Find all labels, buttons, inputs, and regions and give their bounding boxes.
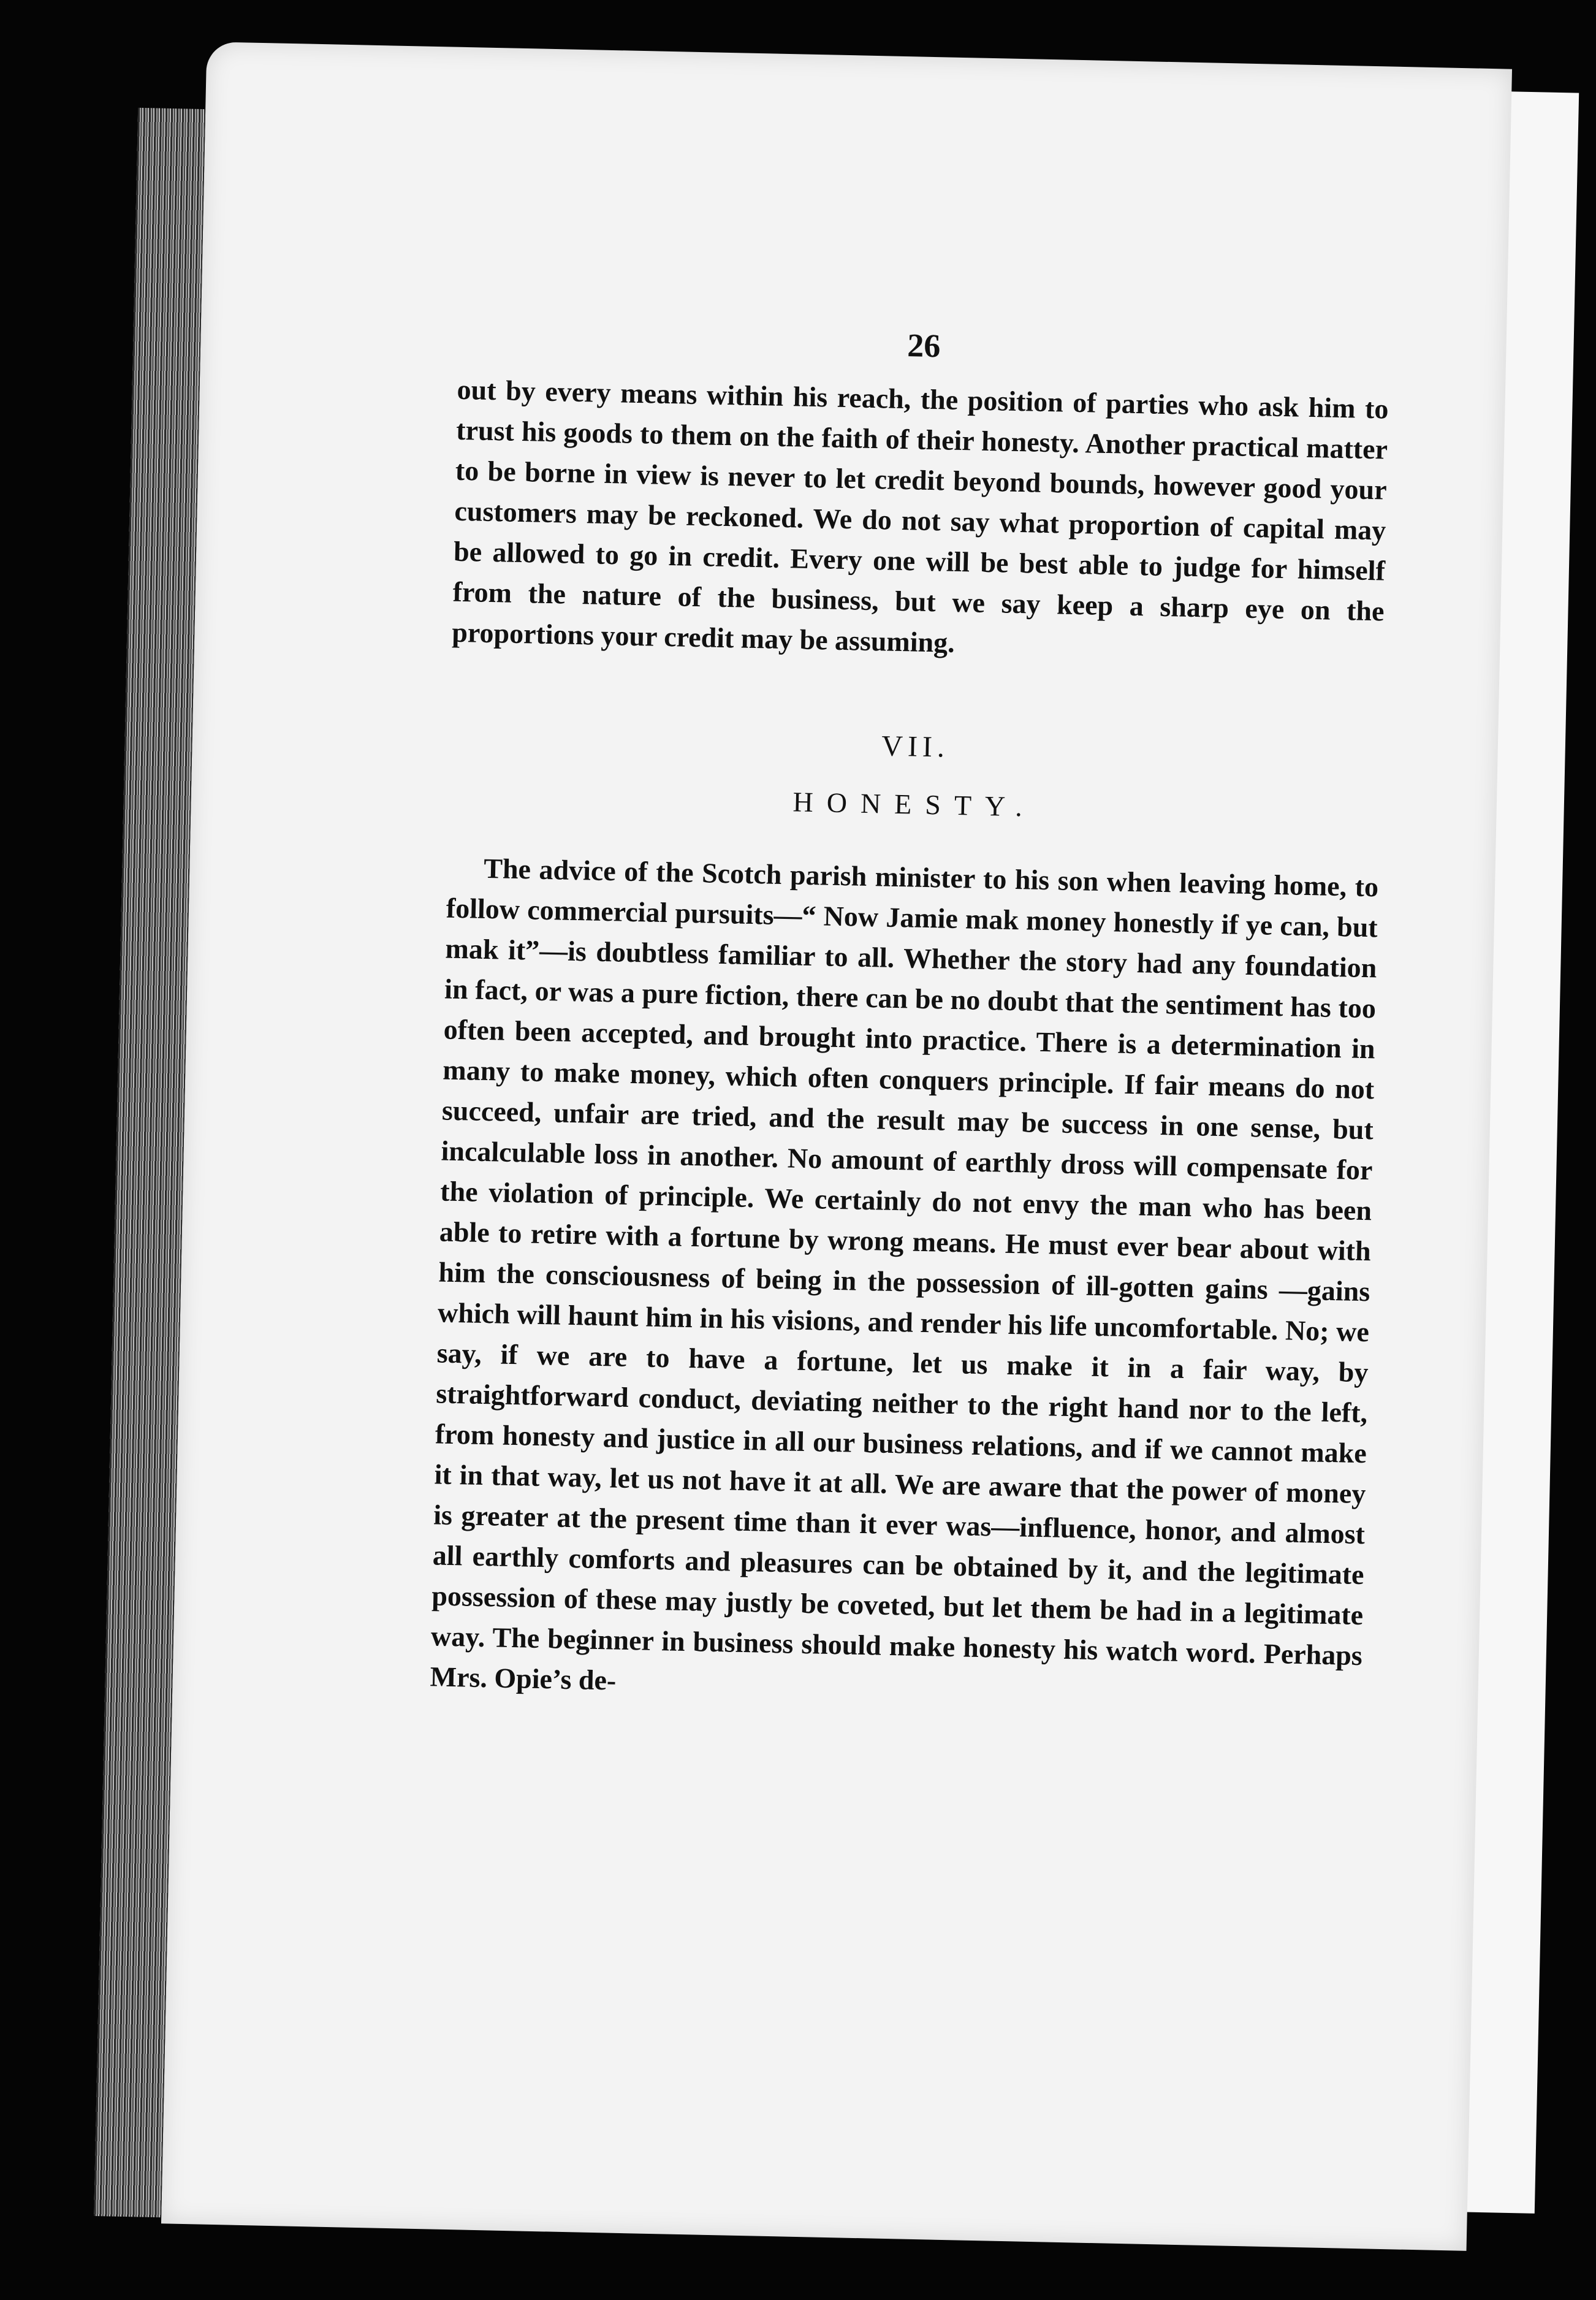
section-title: HONESTY. bbox=[792, 786, 1036, 823]
page-edges-stack bbox=[94, 108, 205, 2218]
section-number: VII. bbox=[881, 729, 950, 764]
page-text-block bbox=[430, 317, 1390, 1716]
body-paragraph: The advice of the Scotch parish minister to his son when leaving home, to follow commercial pursuits—“ Now Jamie mak money honestly if ye can, but mak it”—is doubtless familiar to all. Whether the story had any foundation in fact, or was a pure fiction, there can be no doubt that the sentiment has too often been accepted, and brought into practice. There is a determination in many to make money, which often conquers principle. If fair means do not succeed, unfair are tried, and the result may be success in one sense, but incalculable loss in another. No amount of earthly dross will compensate for the violation of principle. We certainly do not envy the man who has been able to retire with a fortune by wrong means. He must ever bear about with him the consciousness of being in the possession of ill-gotten gains —gains which will haunt him in his visions, and render his life uncomfortable. No; we say, if we are to have a fortune, let us make it in a fair way, by straightforward conduct, deviating neither to the right hand nor to the left, from honesty and justice in all our business relations, and if we cannot make it in that way, let us not have it at all. We are aware that the power of money is greater at the present time than it ever was—influence, honor, and almost all earthly comforts and pleasures can be obtained by it, and the legitimate possession of these may justly be coveted, but let them be had in a legitimate way. The beginner in business should make honesty his watch word. Perhaps Mrs. Opie’s de- bbox=[430, 852, 1379, 1696]
book-page bbox=[161, 42, 1512, 2251]
page-number: 26 bbox=[906, 327, 941, 365]
intro-paragraph: out by every means within his reach, the position of parties who ask him to trust his goods to them on the faith of their honesty. Another practical matter to be borne in view is never to let credit beyond bounds, however good your customers may be reckoned. We do not say what proportion of capital may be allowed to go in credit. Every one will be best able to judge for himself from the nature of the business, but we say keep a sharp eye on the proportions your credit may be assuming. bbox=[451, 373, 1389, 658]
